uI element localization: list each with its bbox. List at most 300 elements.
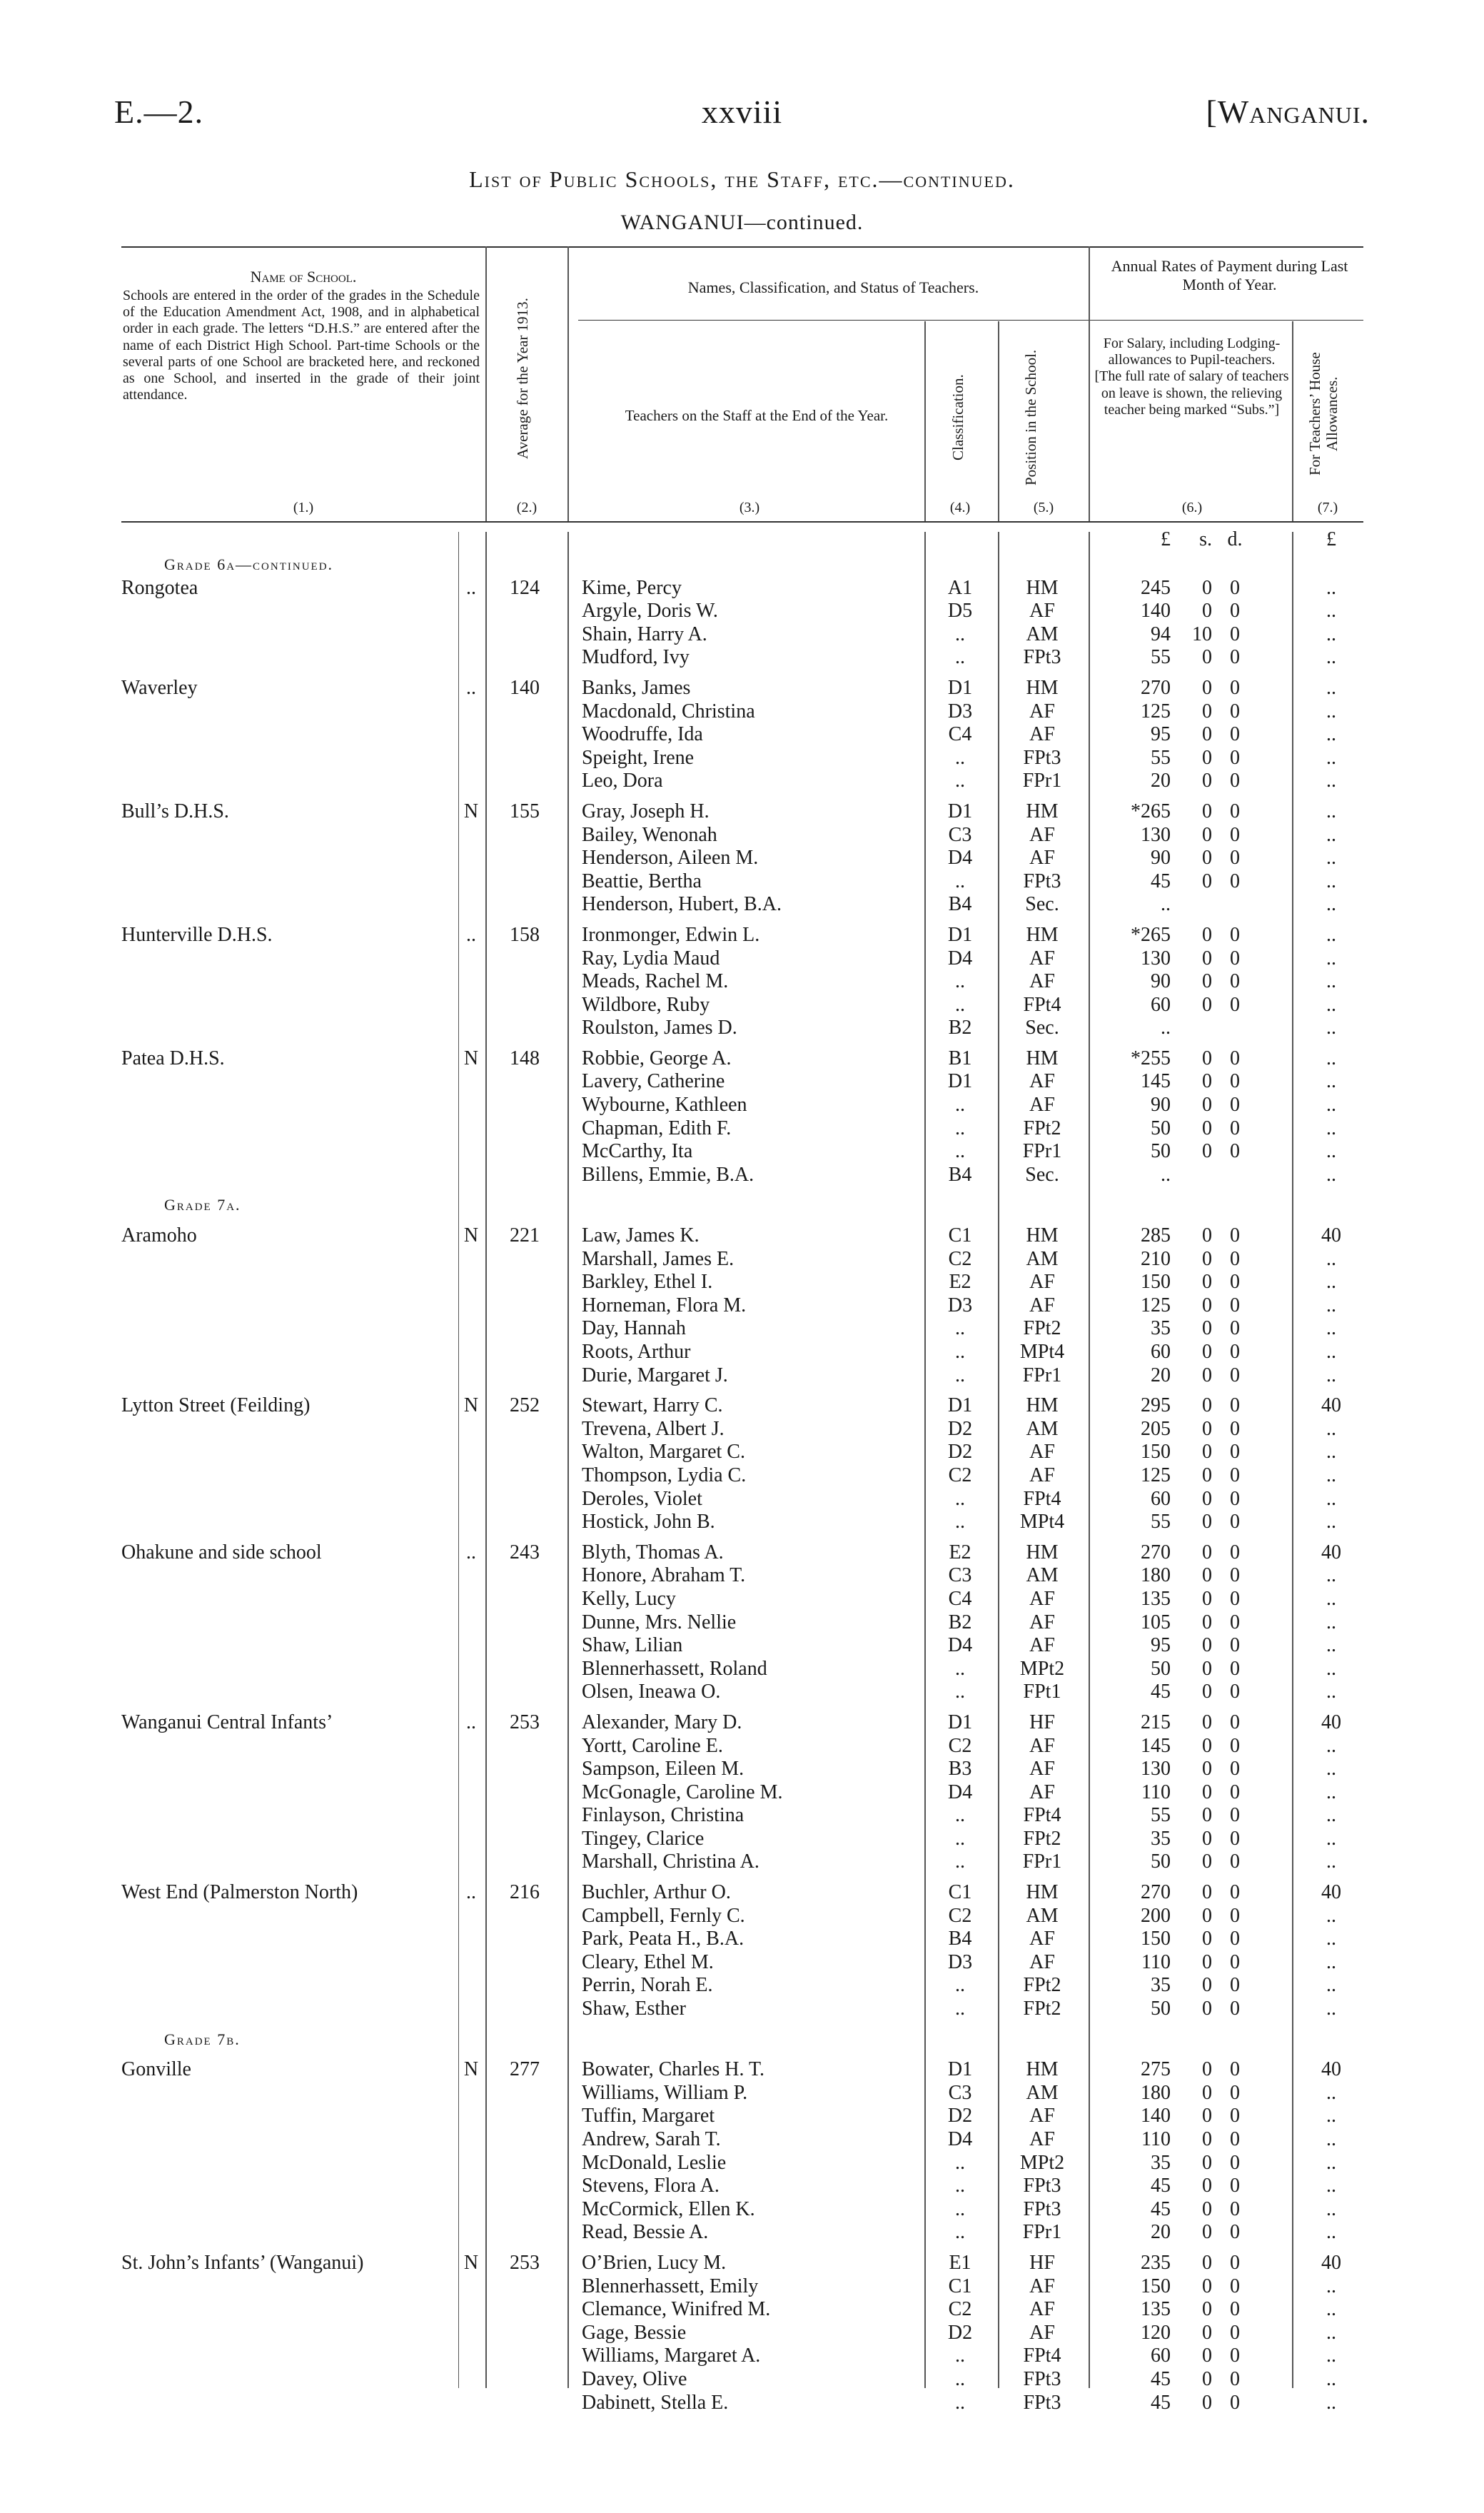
teacher-name: Campbell, Fernly C. [582, 1904, 745, 1927]
teacher-position: MPt4 [1019, 1511, 1065, 1534]
teacher-name: Thompson, Lydia C. [582, 1464, 747, 1486]
table-row [121, 1974, 1363, 1998]
teacher-classification: C1 [948, 2275, 972, 2297]
teacher-name: Blennerhassett, Emily [582, 2275, 759, 2297]
shillings-unit: s. [1199, 528, 1212, 550]
teacher-classification: B3 [948, 1758, 972, 1781]
salary-pence: 0 [1230, 1711, 1240, 1733]
salary-pounds: 90 [1151, 970, 1171, 993]
school-marker: .. [466, 576, 476, 599]
house-allowance: 40 [1321, 1711, 1341, 1733]
table-row [121, 1364, 1363, 1388]
house-allowance: .. [1326, 1417, 1336, 1440]
salary-pence: 0 [1230, 723, 1240, 746]
salary-pence: 0 [1230, 1541, 1240, 1563]
house-allowance: .. [1326, 2197, 1336, 2220]
teacher-name: Deroles, Violet [582, 1487, 702, 1510]
house-allowance: .. [1326, 893, 1336, 916]
table-row [121, 1658, 1363, 1681]
table-body [121, 546, 1363, 2414]
salary-pounds: 235 [1141, 2251, 1171, 2274]
teacher-position: AF [1029, 1070, 1055, 1093]
house-allowance: .. [1326, 800, 1336, 822]
teacher-classification: .. [955, 993, 965, 1016]
teacher-name: Williams, William P. [582, 2081, 748, 2104]
salary-pounds: 200 [1141, 1904, 1171, 1927]
salary-pounds: 90 [1151, 847, 1171, 870]
salary-shillings: 0 [1202, 2081, 1212, 2104]
salary-pence: 0 [1230, 1681, 1240, 1703]
salary-pence: 0 [1230, 600, 1240, 623]
teacher-position: HM [1026, 1394, 1059, 1417]
house-allowance: .. [1326, 600, 1336, 623]
teacher-name: Stevens, Flora A. [582, 2175, 720, 2197]
school-name: St. John’s Infants’ (Wanganui) [121, 2251, 364, 2274]
house-allowance: .. [1326, 2151, 1336, 2174]
house-allowance: .. [1326, 1140, 1336, 1163]
salary-pence: 0 [1230, 646, 1240, 669]
table-row [121, 1828, 1363, 1851]
salary-pounds: .. [1161, 1017, 1171, 1039]
salary-shillings: 0 [1202, 1804, 1212, 1827]
salary-pounds: 45 [1151, 870, 1171, 892]
pounds-unit: £ [1161, 528, 1171, 550]
teacher-classification: .. [955, 2221, 965, 2244]
salary-pounds: 140 [1141, 2105, 1171, 2127]
salary-pounds: 180 [1141, 2081, 1171, 2104]
teacher-classification: .. [955, 1317, 965, 1340]
house-allowance: .. [1326, 2081, 1336, 2104]
house-allowance: .. [1326, 1657, 1336, 1680]
house-allowance: .. [1326, 1850, 1336, 1873]
teacher-classification: .. [955, 623, 965, 645]
teacher-name: Shaw, Lilian [582, 1634, 683, 1657]
salary-pounds: 55 [1151, 1804, 1171, 1827]
average-attendance: 140 [510, 676, 540, 699]
teacher-classification: D1 [947, 676, 973, 699]
teacher-classification: E1 [949, 2251, 971, 2274]
teacher-name: Chapman, Edith F. [582, 1117, 732, 1139]
teacher-classification: E2 [949, 1271, 971, 1294]
salary-shillings: 0 [1202, 1047, 1212, 1069]
house-allowance: .. [1326, 576, 1336, 599]
teacher-name: Read, Bessie A. [582, 2221, 709, 2244]
pence-unit: d. [1227, 528, 1243, 550]
salary-shillings: 0 [1202, 1140, 1212, 1163]
teacher-position: AF [1029, 847, 1055, 870]
salary-pence: 0 [1230, 847, 1240, 870]
house-allowance: .. [1326, 1950, 1336, 1973]
salary-pence: 0 [1230, 1271, 1240, 1294]
teacher-classification: C2 [948, 1904, 972, 1927]
teacher-position: AF [1029, 2298, 1055, 2321]
salary-pounds: 20 [1151, 1364, 1171, 1386]
district-name: [Wanganui. [1206, 94, 1370, 130]
salary-pence: 0 [1230, 2221, 1240, 2244]
teacher-classification: D1 [947, 1711, 973, 1733]
teacher-position: FPt3 [1023, 2197, 1061, 2220]
teacher-classification: C1 [948, 1881, 972, 1904]
salary-pence: 0 [1230, 2391, 1240, 2414]
teacher-classification: B4 [948, 893, 972, 916]
teacher-classification: B4 [948, 1163, 972, 1186]
school-marker: N [463, 1047, 479, 1069]
salary-pounds: 275 [1141, 2058, 1171, 2081]
salary-shillings: 0 [1202, 2151, 1212, 2174]
teacher-classification: D4 [947, 1634, 973, 1657]
salary-pence: 0 [1230, 2345, 1240, 2367]
house-allowance: .. [1326, 1587, 1336, 1610]
school-name: Bull’s D.H.S. [121, 800, 229, 822]
salary-pence: 0 [1230, 947, 1240, 970]
teacher-name: Cleary, Ethel M. [582, 1950, 714, 1973]
teacher-position: AM [1026, 1247, 1059, 1270]
salary-shillings: 10 [1192, 623, 1212, 645]
school-name: Lytton Street (Feilding) [121, 1394, 311, 1417]
salary-pounds: 50 [1151, 1998, 1171, 2020]
salary-shillings: 0 [1202, 1681, 1212, 1703]
table-row [121, 2221, 1363, 2245]
house-allowance: 40 [1321, 1224, 1341, 1247]
school-name: Waverley [121, 676, 198, 699]
teacher-name: Bailey, Wenonah [582, 823, 717, 846]
teacher-position: FPt2 [1023, 1827, 1061, 1850]
teacher-position: AF [1029, 947, 1055, 970]
teacher-classification: .. [955, 1140, 965, 1163]
teacher-classification: C2 [948, 1734, 972, 1757]
teacher-position: AF [1029, 1271, 1055, 1294]
salary-pounds: .. [1161, 893, 1171, 916]
teacher-classification: .. [955, 1850, 965, 1873]
salary-pounds: 55 [1151, 646, 1171, 669]
teacher-name: Tuffin, Margaret [582, 2105, 715, 2127]
teacher-name: Henderson, Aileen M. [582, 847, 759, 870]
teacher-position: HM [1026, 2058, 1059, 2081]
teacher-position: AF [1029, 1441, 1055, 1464]
table-row [121, 1681, 1363, 1704]
page-section-code: E.—2. [114, 94, 204, 130]
teacher-position: FPt2 [1023, 1998, 1061, 2020]
school-name: Aramoho [121, 1224, 197, 1247]
salary-pounds: 110 [1141, 1781, 1171, 1803]
teacher-classification: D3 [947, 1294, 973, 1316]
salary-shillings: 0 [1202, 2221, 1212, 2244]
salary-pence: 0 [1230, 1881, 1240, 1904]
teacher-name: Clemance, Winifred M. [582, 2298, 771, 2321]
salary-pounds: 60 [1151, 993, 1171, 1016]
teacher-classification: D2 [947, 2105, 973, 2127]
house-allowance: .. [1326, 1804, 1336, 1827]
teacher-name: Dunne, Mrs. Nellie [582, 1611, 737, 1633]
teacher-name: Buchler, Arthur O. [582, 1881, 731, 1904]
teacher-position: HM [1026, 1881, 1059, 1904]
salary-pence: 0 [1230, 1587, 1240, 1610]
teacher-name: Perrin, Norah E. [582, 1974, 713, 1997]
teacher-position: MPt4 [1019, 1341, 1065, 1363]
salary-shillings: 0 [1202, 1541, 1212, 1563]
school-name: Gonville [121, 2058, 191, 2081]
salary-pounds: 45 [1151, 1681, 1171, 1703]
salary-shillings: 0 [1202, 1634, 1212, 1657]
salary-shillings: 0 [1202, 1928, 1212, 1950]
teacher-position: FPt3 [1023, 2175, 1061, 2197]
teacher-position: FPt2 [1023, 1974, 1061, 1997]
teacher-classification: .. [955, 1974, 965, 1997]
teacher-classification: D2 [947, 2321, 973, 2344]
salary-pounds: 45 [1151, 2197, 1171, 2220]
average-attendance: 216 [510, 1881, 540, 1904]
teacher-name: Andrew, Sarah T. [582, 2128, 721, 2150]
table-row [121, 577, 1363, 600]
teacher-classification: .. [955, 1681, 965, 1703]
teacher-name: Blennerhassett, Roland [582, 1657, 767, 1680]
teacher-name: Tingey, Clarice [582, 1827, 705, 1850]
teacher-classification: D3 [947, 1950, 973, 1973]
salary-pounds: 145 [1141, 1070, 1171, 1093]
teacher-name: Meads, Rachel M. [582, 970, 729, 993]
teacher-name: Kime, Percy [582, 576, 682, 599]
house-allowance: .. [1326, 1341, 1336, 1363]
teacher-name: Kelly, Lucy [582, 1587, 676, 1610]
salary-pence: 0 [1230, 2298, 1240, 2321]
salary-shillings: 0 [1202, 1827, 1212, 1850]
teacher-position: HM [1026, 923, 1059, 946]
teacher-classification: E2 [949, 1541, 971, 1563]
teacher-classification: C2 [948, 1464, 972, 1486]
salary-pence: 0 [1230, 770, 1240, 792]
salary-pence: 0 [1230, 2105, 1240, 2127]
salary-pence: 0 [1230, 1758, 1240, 1781]
salary-shillings: 0 [1202, 770, 1212, 792]
salary-pounds: 130 [1141, 823, 1171, 846]
house-allowance: .. [1326, 1294, 1336, 1316]
house-allowance: .. [1326, 1247, 1336, 1270]
school-marker: N [463, 2251, 479, 2274]
house-allowance: .. [1326, 1271, 1336, 1294]
teacher-position: HM [1026, 800, 1059, 822]
table-row [121, 2082, 1363, 2105]
teacher-position: AF [1029, 1464, 1055, 1486]
salary-pounds: 120 [1141, 2321, 1171, 2344]
salary-pounds: 55 [1151, 1511, 1171, 1534]
salary-pence: 0 [1230, 1140, 1240, 1163]
teacher-classification: .. [955, 1827, 965, 1850]
col1-title: Name of School. [250, 268, 357, 286]
salary-shillings: 0 [1202, 700, 1212, 722]
salary-pounds: 150 [1141, 2275, 1171, 2297]
teacher-position: FPt4 [1023, 2345, 1061, 2367]
salary-shillings: 0 [1202, 2197, 1212, 2220]
teacher-classification: .. [955, 1094, 965, 1117]
page-title: List of Public Schools, the Staff, etc.—continued. [469, 166, 1015, 192]
house-allowance: 40 [1321, 1881, 1341, 1904]
school-marker: .. [466, 1541, 476, 1563]
house-allowance: .. [1326, 2367, 1336, 2390]
teacher-name: Honore, Abraham T. [582, 1564, 746, 1587]
table-row [121, 2105, 1363, 2128]
teacher-position: FPt1 [1023, 1681, 1061, 1703]
salary-pence: 0 [1230, 1657, 1240, 1680]
teacher-name: Beattie, Bertha [582, 870, 702, 892]
header-divider [924, 321, 926, 521]
table-row [121, 1294, 1363, 1318]
teacher-classification: C2 [948, 1247, 972, 1270]
teacher-classification: .. [955, 2367, 965, 2390]
school-marker: N [463, 1224, 479, 1247]
house-allowance: .. [1326, 1487, 1336, 1510]
salary-pounds: 270 [1141, 1881, 1171, 1904]
school-marker: .. [466, 1881, 476, 1904]
salary-pence: 0 [1230, 1850, 1240, 1873]
house-allowance: .. [1326, 1464, 1336, 1486]
salary-pence: 0 [1230, 1047, 1240, 1069]
teacher-position: Sec. [1025, 1017, 1059, 1039]
salary-shillings: 0 [1202, 1587, 1212, 1610]
salary-shillings: 0 [1202, 1657, 1212, 1680]
header-top-rule [121, 246, 1363, 248]
teacher-classification: D2 [947, 1441, 973, 1464]
salary-pounds: 105 [1141, 1611, 1171, 1633]
table-row [121, 623, 1363, 647]
salary-shillings: 0 [1202, 646, 1212, 669]
teacher-name: Wildbore, Ruby [582, 993, 710, 1016]
salary-pence: 0 [1230, 676, 1240, 699]
teacher-position: AM [1026, 1904, 1059, 1927]
col6-number: (6.) [1181, 500, 1203, 515]
salary-pounds: .. [1161, 1163, 1171, 1186]
average-attendance: 155 [510, 800, 540, 822]
house-allowance: 40 [1321, 2058, 1341, 2081]
salary-shillings: 0 [1202, 993, 1212, 1016]
salary-shillings: 0 [1202, 2275, 1212, 2297]
col5-title: Position in the School. [1022, 349, 1039, 486]
teacher-name: Gray, Joseph H. [582, 800, 710, 822]
teacher-classification: C2 [948, 2298, 972, 2321]
salary-pounds: 130 [1141, 947, 1171, 970]
teacher-name: Henderson, Hubert, B.A. [582, 893, 782, 916]
schools-table [121, 246, 1363, 2424]
salary-pounds: 285 [1141, 1224, 1171, 1247]
teacher-position: AF [1029, 2105, 1055, 2127]
salary-shillings: 0 [1202, 1417, 1212, 1440]
teacher-position: MPt2 [1019, 2151, 1065, 2174]
teacher-name: Alexander, Mary D. [582, 1711, 742, 1733]
table-row [121, 1905, 1363, 1928]
salary-pence: 0 [1230, 1974, 1240, 1997]
house-allowance: .. [1326, 923, 1336, 946]
table-row [121, 1804, 1363, 1828]
salary-pounds: 20 [1151, 2221, 1171, 2244]
table-row [121, 1317, 1363, 1341]
teacher-classification: .. [955, 970, 965, 993]
teacher-name: Lavery, Catherine [582, 1070, 725, 1093]
teacher-position: HM [1026, 576, 1059, 599]
teacher-classification: C4 [948, 1587, 972, 1610]
header-divider [998, 321, 999, 521]
teacher-name: Dabinett, Stella E. [582, 2391, 729, 2414]
teacher-position: FPr1 [1022, 1140, 1062, 1163]
house-allowance: .. [1326, 1094, 1336, 1117]
salary-pounds: 180 [1141, 1564, 1171, 1587]
house-allowance: .. [1326, 2105, 1336, 2127]
average-attendance: 252 [510, 1394, 540, 1417]
salary-pence: 0 [1230, 1904, 1240, 1927]
table-row [121, 1117, 1363, 1141]
house-allowance: .. [1326, 623, 1336, 645]
table-row [121, 1564, 1363, 1588]
house-allowance: .. [1326, 1974, 1336, 1997]
table-row [121, 1341, 1363, 1364]
salary-pence: 0 [1230, 1070, 1240, 1093]
group-pay-title: Annual Rates of Payment during Last Month of Year. [1111, 257, 1348, 293]
teacher-position: AF [1029, 1758, 1055, 1781]
house-allowance: .. [1326, 1781, 1336, 1803]
salary-shillings: 0 [1202, 923, 1212, 946]
page-subtitle: WANGANUI—continued. [620, 211, 864, 234]
teacher-position: AF [1029, 723, 1055, 746]
school-name: Hunterville D.H.S. [121, 923, 273, 946]
house-allowance: .. [1326, 1047, 1336, 1069]
teacher-position: FPt2 [1023, 1117, 1061, 1139]
teacher-position: AF [1029, 1634, 1055, 1657]
salary-shillings: 0 [1202, 600, 1212, 623]
salary-shillings: 0 [1202, 847, 1212, 870]
teacher-name: Mudford, Ivy [582, 646, 690, 669]
salary-pounds: 135 [1141, 1587, 1171, 1610]
salary-pence: 0 [1230, 1511, 1240, 1534]
salary-shillings: 0 [1202, 1117, 1212, 1139]
salary-pounds: 55 [1151, 746, 1171, 769]
grade-heading: Grade 6a—continued. [164, 555, 334, 573]
teacher-name: Durie, Margaret J. [582, 1364, 728, 1386]
salary-pounds: 150 [1141, 1271, 1171, 1294]
school-marker: N [463, 2058, 479, 2081]
salary-pounds: 35 [1151, 1317, 1171, 1340]
table-row [121, 824, 1363, 847]
salary-pounds: 150 [1141, 1441, 1171, 1464]
house-allowance: .. [1326, 1681, 1336, 1703]
salary-pence: 0 [1230, 1317, 1240, 1340]
table-row [121, 2252, 1363, 2275]
salary-shillings: 0 [1202, 947, 1212, 970]
table-row [121, 2298, 1363, 2322]
teacher-position: FPt4 [1023, 993, 1061, 1016]
salary-pounds: 205 [1141, 1417, 1171, 1440]
school-name: Patea D.H.S. [121, 1047, 225, 1069]
salary-pence: 0 [1230, 1224, 1240, 1247]
salary-pence: 0 [1230, 2197, 1240, 2220]
teacher-name: Williams, Margaret A. [582, 2345, 761, 2367]
group-names-title: Names, Classification, and Status of Teachers. [687, 278, 979, 296]
house-allowance: .. [1326, 676, 1336, 699]
salary-pounds: 295 [1141, 1394, 1171, 1417]
salary-shillings: 0 [1202, 1781, 1212, 1803]
table-row [121, 600, 1363, 623]
grade-heading-row [121, 2028, 1363, 2052]
salary-shillings: 0 [1202, 1904, 1212, 1927]
salary-pounds: *255 [1131, 1047, 1171, 1069]
table-row [121, 1394, 1363, 1418]
table-row [121, 1418, 1363, 1441]
salary-shillings: 0 [1202, 1734, 1212, 1757]
allowance-unit: £ [1326, 528, 1336, 550]
salary-pence: 0 [1230, 1734, 1240, 1757]
house-allowance: .. [1326, 1928, 1336, 1950]
col3-number: (3.) [739, 500, 760, 515]
table-row [121, 1998, 1363, 2021]
table-row [121, 677, 1363, 700]
average-attendance: 253 [510, 1711, 540, 1733]
